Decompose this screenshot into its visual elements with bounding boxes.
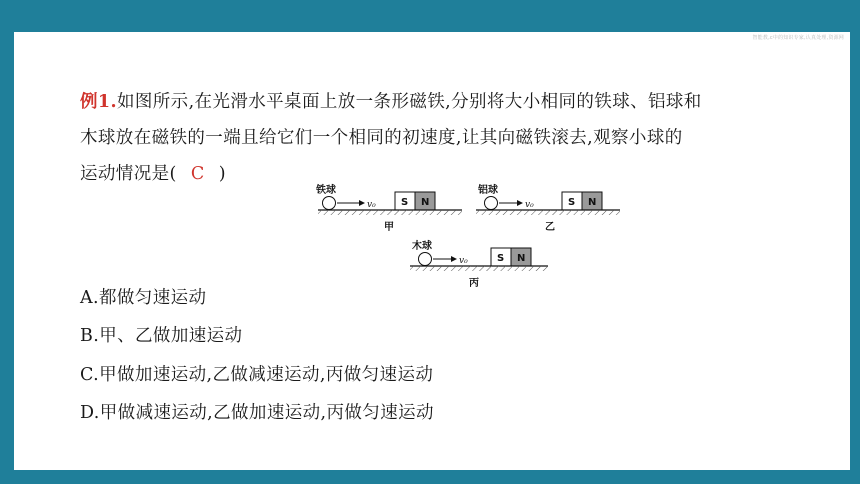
velocity-label: v₀: [367, 200, 376, 210]
panel-iron: [315, 183, 462, 233]
magnet-diagram: [314, 182, 634, 322]
s-pole-label: S: [497, 253, 505, 264]
aluminum-ball: [485, 197, 498, 210]
option-d: D.甲做减速运动,乙做加速运动,丙做匀速运动: [80, 403, 434, 423]
question-line-2: 木球放在磁铁的一端且给它们一个相同的初速度,让其向磁铁滚去,观察小球的: [80, 128, 683, 148]
arrow-head-icon: [517, 200, 523, 206]
question-text: [80, 84, 820, 192]
velocity-label: v₀: [459, 256, 468, 266]
panel-caption: 乙: [545, 222, 555, 233]
s-pole-label: S: [401, 197, 409, 208]
panel-wood: [410, 239, 548, 289]
table-hatching: [410, 266, 548, 271]
arrow-head-icon: [451, 256, 457, 262]
iron-ball: [323, 197, 336, 210]
question-label: 例1.: [80, 92, 117, 112]
table-hatching: [476, 210, 620, 215]
question-line-3-end: ): [218, 164, 226, 184]
n-pole-label: N: [421, 197, 430, 208]
slide-canvas: [14, 32, 850, 470]
panel-aluminum: [476, 183, 620, 233]
option-c: C.甲做加速运动,乙做减速运动,丙做匀速运动: [80, 365, 434, 385]
velocity-label: v₀: [525, 200, 534, 210]
panel-caption: 丙: [469, 278, 479, 289]
s-pole-label: S: [568, 197, 576, 208]
arrow-head-icon: [359, 200, 365, 206]
option-b: B.甲、乙做加速运动: [80, 326, 243, 346]
magnet-figure: [314, 182, 634, 322]
n-pole-label: N: [588, 197, 597, 208]
table-hatching: [318, 210, 462, 215]
panel-iron-ball-label: 铁球: [316, 185, 336, 196]
question-line-3: 运动情况是(: [80, 164, 177, 184]
panel-wood-ball-label: 木球: [412, 241, 432, 252]
option-a: A.都做匀速运动: [80, 288, 207, 308]
question-line-1: 如图所示,在光滑水平桌面上放一条形磁铁,分别将大小相同的铁球、铝球和: [116, 92, 702, 112]
panel-caption: 甲: [384, 222, 394, 233]
watermark: 智能教,c中的知识专家,认真处理,资源网: [752, 35, 844, 41]
panel-aluminum-ball-label: 铝球: [478, 185, 498, 196]
wood-ball: [419, 253, 432, 266]
answer-letter: C: [190, 164, 205, 184]
n-pole-label: N: [517, 253, 526, 264]
